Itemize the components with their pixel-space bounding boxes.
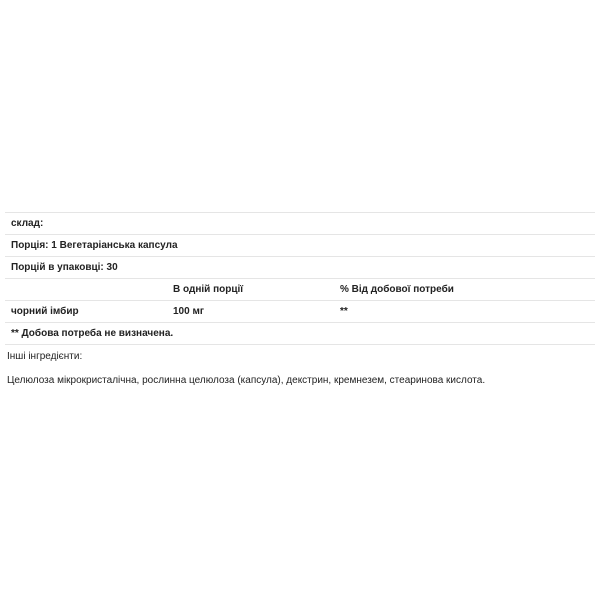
- facts-title-row: [5, 213, 595, 235]
- table-row: [5, 301, 595, 323]
- other-ingredients-text: Целюлоза мікрокристалічна, рослинна целюлоза (капсула), декстрин, кремнезем, стеаринова кислота.: [7, 375, 486, 386]
- serving-size: Порція: 1 Вегетаріанська капсула: [5, 235, 595, 257]
- column-header-blank: [5, 279, 167, 301]
- supplement-facts: [5, 212, 595, 345]
- other-ingredients: [7, 350, 593, 388]
- column-header-row: [5, 279, 595, 301]
- servings-per-container-row: [5, 257, 595, 279]
- other-ingredients-title: Інші інгредієнти:: [7, 351, 83, 362]
- footnote-row: [5, 323, 595, 345]
- column-header-daily-value: % Від добової потреби: [334, 279, 595, 301]
- facts-footnote: ** Добова потреба не визначена.: [5, 323, 595, 345]
- servings-per-container: Порцій в упаковці: 30: [5, 257, 595, 279]
- column-header-per-serving: В одній порції: [167, 279, 334, 301]
- serving-size-row: [5, 235, 595, 257]
- supplement-facts-table: [5, 212, 595, 345]
- ingredient-amount: 100 мг: [167, 301, 334, 323]
- ingredient-name: чорний імбир: [5, 301, 167, 323]
- facts-title: склад:: [5, 213, 595, 235]
- ingredient-daily-value: **: [334, 301, 595, 323]
